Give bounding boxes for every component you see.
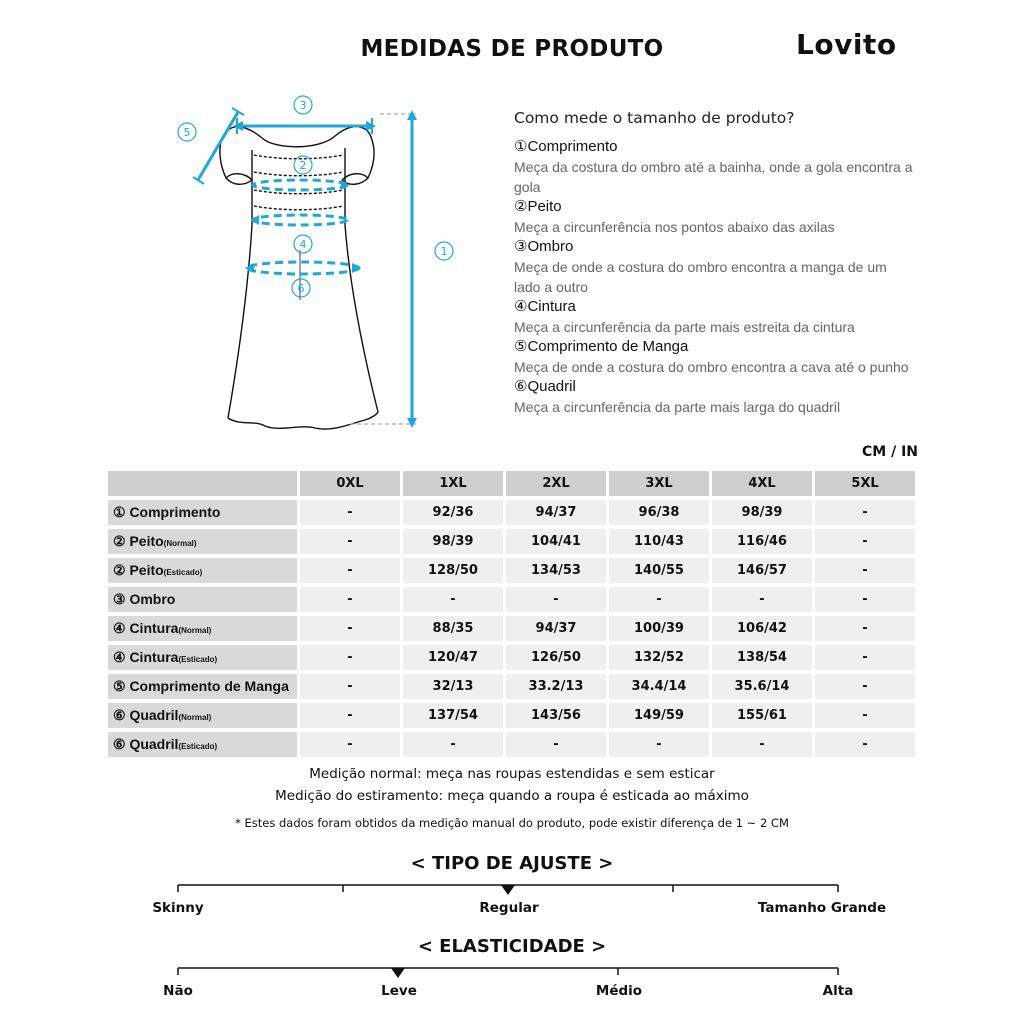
table-cell: 143/56 <box>506 703 606 728</box>
dress-outline <box>220 127 378 429</box>
table-cell: 96/38 <box>609 500 709 525</box>
table-cell: - <box>815 703 915 728</box>
how-to-head: ⑤Comprimento de Manga <box>514 338 689 355</box>
elasticity-scale-title: < ELASTICIDADE > <box>417 936 607 957</box>
elasticity-scale-marker <box>391 968 405 978</box>
table-cell: 110/43 <box>609 529 709 554</box>
svg-text:3: 3 <box>299 99 307 112</box>
how-to-head: ④Cintura <box>514 298 576 315</box>
table-cell: - <box>300 500 400 525</box>
table-cell: 140/55 <box>609 558 709 583</box>
fit-scale-bar <box>170 878 850 898</box>
table-cell: 88/35 <box>403 616 503 641</box>
note-normal: Medição normal: meça nas roupas estendidas e sem esticar <box>309 766 715 782</box>
table-cell: 146/57 <box>712 558 812 583</box>
svg-text:1: 1 <box>440 245 448 258</box>
table-cell: 126/50 <box>506 645 606 670</box>
table-cell: 116/46 <box>712 529 812 554</box>
how-to-head: ⑥Quadril <box>514 378 576 395</box>
how-to-item-hip <box>514 377 914 417</box>
table-header-cell: 4XL <box>712 471 812 496</box>
how-to-list <box>514 137 914 417</box>
table-cell: 35.6/14 <box>712 674 812 699</box>
brand-logo: Lovito <box>796 28 897 61</box>
how-to-item-shoulder <box>514 237 914 297</box>
svg-text:4: 4 <box>299 238 307 251</box>
table-header-cell: 3XL <box>609 471 709 496</box>
how-to-title: Como mede o tamanho de produto? <box>514 109 795 127</box>
how-to-head: ①Comprimento <box>514 138 618 155</box>
fit-label-regular: Regular <box>479 900 539 916</box>
fit-scale-title: < TIPO DE AJUSTE > <box>410 853 614 874</box>
how-to-desc: Meça da costura do ombro até a bainha, onde a gola encontra a gola <box>514 159 913 195</box>
elasticity-scale-bar <box>170 961 850 981</box>
marker-numbers <box>184 99 448 295</box>
unit-label: CM / IN <box>862 444 918 460</box>
page-title: MEDIDAS DE PRODUTO <box>360 36 664 62</box>
table-cell: 106/42 <box>712 616 812 641</box>
table-cell: 98/39 <box>712 500 812 525</box>
table-row <box>108 616 915 641</box>
table-header-blank <box>108 471 297 496</box>
table-cell: - <box>815 529 915 554</box>
table-cell: - <box>403 587 503 612</box>
fit-scale-marker <box>501 885 515 895</box>
table-cell: 134/53 <box>506 558 606 583</box>
table-cell: - <box>300 529 400 554</box>
row-label: ⑥ Quadril(Normal) <box>108 703 297 728</box>
svg-text:2: 2 <box>299 159 307 172</box>
table-cell: - <box>815 674 915 699</box>
table-cell: 104/41 <box>506 529 606 554</box>
row-label: ⑤ Comprimento de Manga <box>108 674 297 699</box>
table-cell: - <box>609 732 709 757</box>
table-cell: 32/13 <box>403 674 503 699</box>
how-to-desc: Meça a circunferência nos pontos abaixo das axilas <box>514 219 835 235</box>
table-cell: - <box>712 732 812 757</box>
row-label: ⑥ Quadril(Esticado) <box>108 732 297 757</box>
row-label: ② Peito(Esticado) <box>108 558 297 583</box>
table-cell: - <box>815 558 915 583</box>
how-to-desc: Meça de onde a costura do ombro encontra a manga de um lado a outro <box>514 259 887 295</box>
how-to-item-waist <box>514 297 914 337</box>
row-label: ② Peito(Normal) <box>108 529 297 554</box>
table-row <box>108 645 915 670</box>
table-cell: 138/54 <box>712 645 812 670</box>
table-row <box>108 732 915 757</box>
how-to-item-chest <box>514 197 914 237</box>
elasticity-label-high: Alta <box>822 983 854 999</box>
table-cell: 33.2/13 <box>506 674 606 699</box>
table-cell: - <box>300 732 400 757</box>
table-header-cell: 0XL <box>300 471 400 496</box>
table-cell: - <box>815 645 915 670</box>
table-cell: - <box>712 587 812 612</box>
table-row <box>108 703 915 728</box>
table-cell: - <box>506 587 606 612</box>
row-label: ① Comprimento <box>108 500 297 525</box>
table-header-cell: 1XL <box>403 471 503 496</box>
elasticity-label-light: Leve <box>381 983 417 999</box>
table-header-cell: 2XL <box>506 471 606 496</box>
size-table <box>105 467 918 761</box>
table-row <box>108 587 915 612</box>
table-row <box>108 500 915 525</box>
table-cell: 98/39 <box>403 529 503 554</box>
table-header-row <box>108 471 915 496</box>
table-cell: 149/59 <box>609 703 709 728</box>
elasticity-scale-line <box>178 968 838 975</box>
table-cell: 132/52 <box>609 645 709 670</box>
fit-label-large: Tamanho Grande <box>757 900 887 916</box>
table-cell: - <box>609 587 709 612</box>
table-cell: 94/37 <box>506 500 606 525</box>
row-label: ③ Ombro <box>108 587 297 612</box>
table-row <box>108 674 915 699</box>
table-cell: - <box>815 587 915 612</box>
table-cell: - <box>506 732 606 757</box>
table-cell: - <box>403 732 503 757</box>
table-header-cell: 5XL <box>815 471 915 496</box>
table-row <box>108 558 915 583</box>
table-cell: 155/61 <box>712 703 812 728</box>
table-cell: - <box>300 674 400 699</box>
table-cell: 92/36 <box>403 500 503 525</box>
dress-illustration <box>170 90 470 435</box>
svg-text:6: 6 <box>297 282 305 295</box>
table-cell: - <box>300 703 400 728</box>
table-cell: - <box>815 500 915 525</box>
table-cell: - <box>815 732 915 757</box>
table-cell: - <box>300 616 400 641</box>
row-label: ④ Cintura(Normal) <box>108 616 297 641</box>
table-cell: - <box>300 558 400 583</box>
svg-text:5: 5 <box>183 126 191 139</box>
how-to-head: ③Ombro <box>514 238 574 255</box>
fit-label-skinny: Skinny <box>152 900 204 916</box>
how-to-desc: Meça a circunferência da parte mais larga do quadril <box>514 399 841 415</box>
note-disclaimer: * Estes dados foram obtidos da medição manual do produto, pode existir diferença de 1 ~ 2 CM <box>235 816 789 830</box>
table-cell: - <box>300 587 400 612</box>
table-cell: 120/47 <box>403 645 503 670</box>
how-to-desc: Meça a circunferência da parte mais estreita da cintura <box>514 319 855 335</box>
table-row <box>108 529 915 554</box>
how-to-item-sleeve <box>514 337 914 377</box>
table-cell: - <box>815 616 915 641</box>
note-stretch: Medição do estiramento: meça quando a roupa é esticada ao máximo <box>275 788 749 804</box>
row-label: ④ Cintura(Esticado) <box>108 645 297 670</box>
table-cell: 137/54 <box>403 703 503 728</box>
elasticity-label-medium: Médio <box>595 983 643 999</box>
how-to-desc: Meça de onde a costura do ombro encontra a cava até o punho <box>514 359 909 375</box>
table-cell: 94/37 <box>506 616 606 641</box>
table-cell: 34.4/14 <box>609 674 709 699</box>
table-cell: - <box>300 645 400 670</box>
table-cell: 100/39 <box>609 616 709 641</box>
how-to-head: ②Peito <box>514 198 562 215</box>
how-to-item-length <box>514 137 914 197</box>
table-cell: 128/50 <box>403 558 503 583</box>
elasticity-label-none: Não <box>163 983 193 999</box>
measurement-lines <box>193 108 416 424</box>
